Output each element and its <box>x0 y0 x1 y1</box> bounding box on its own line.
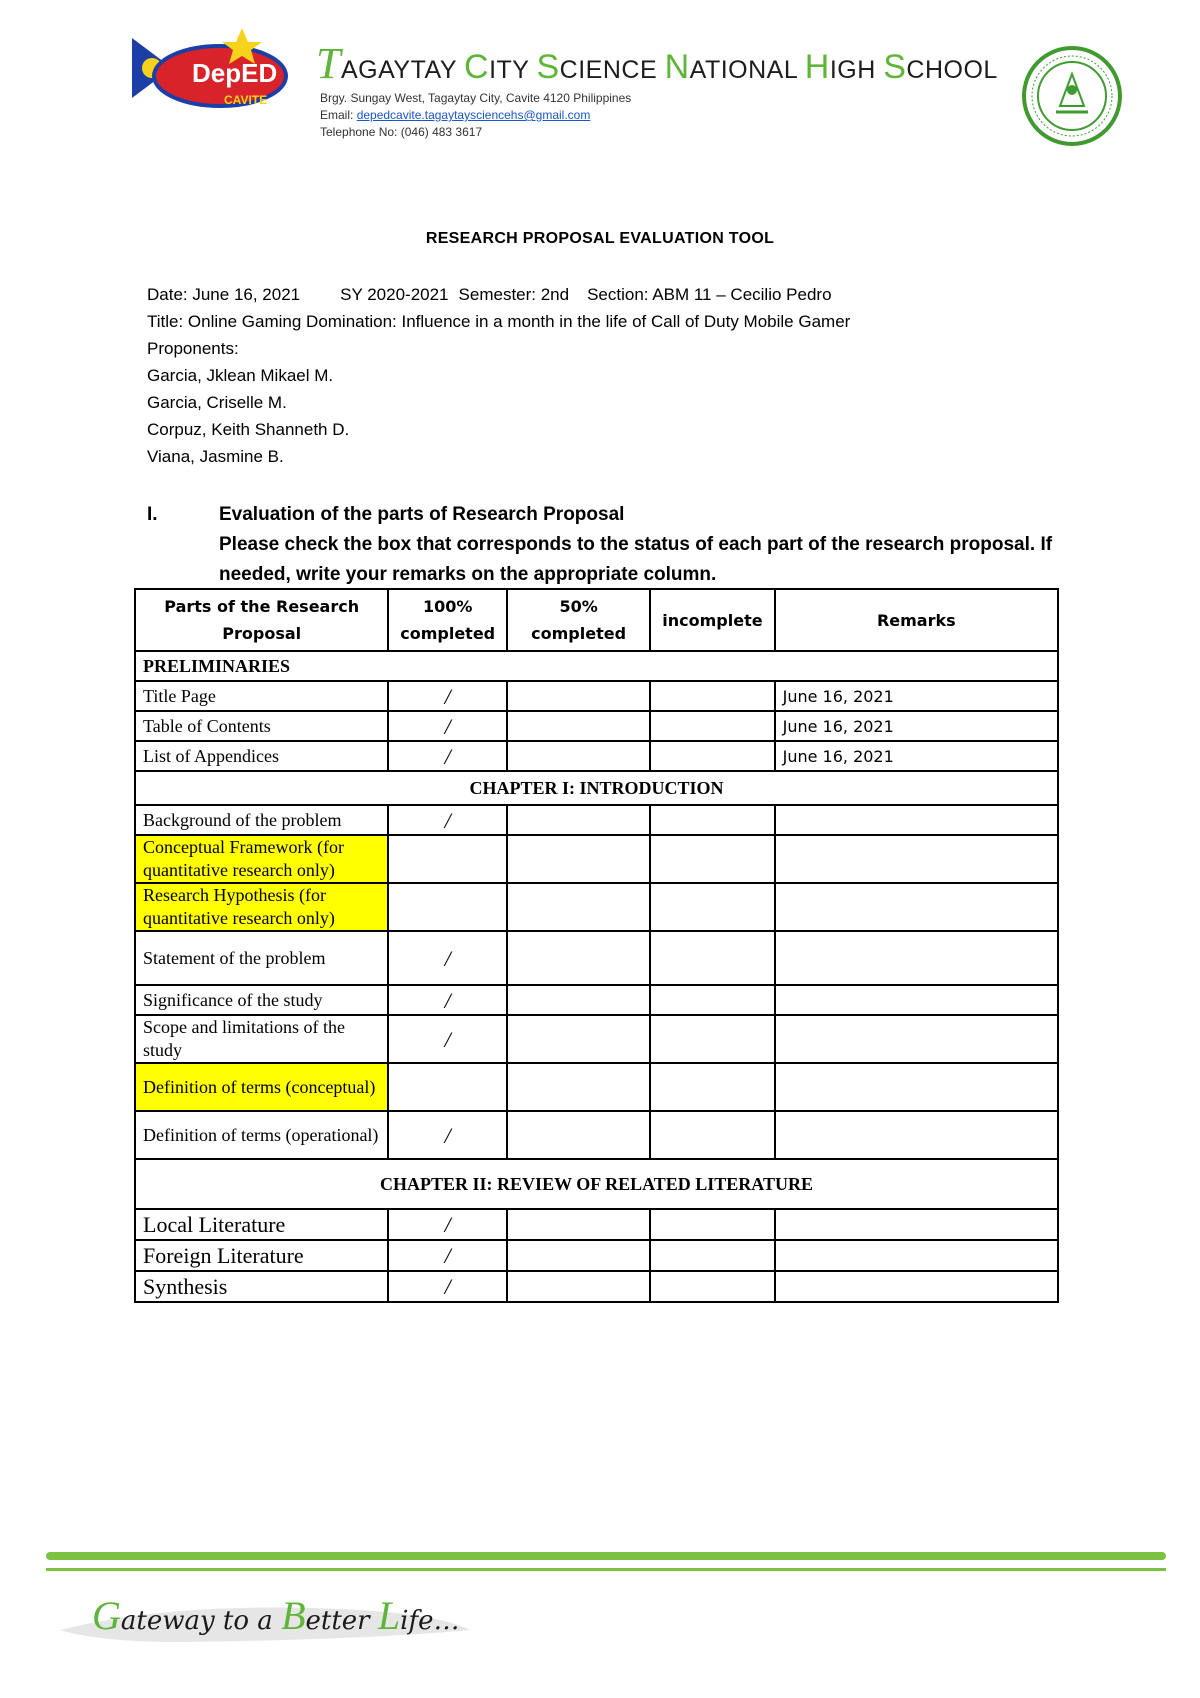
check-100[interactable]: / <box>388 1111 507 1159</box>
column-header-100: 100% completed <box>388 589 507 651</box>
check-incomplete[interactable] <box>650 741 774 771</box>
table-row: Table of Contents / June 16, 2021 <box>135 711 1058 741</box>
check-incomplete[interactable] <box>650 805 774 835</box>
table-header-row <box>135 589 1058 651</box>
school-seal <box>1022 46 1122 146</box>
check-50[interactable] <box>507 711 650 741</box>
proposal-meta <box>147 281 1107 470</box>
check-incomplete[interactable] <box>650 1209 774 1240</box>
check-50[interactable] <box>507 681 650 711</box>
check-incomplete[interactable] <box>650 1240 774 1271</box>
footer-tagline: Gateway to a Better Life… <box>92 1593 460 1638</box>
remarks-cell[interactable] <box>775 1015 1058 1063</box>
table-row: Synthesis / <box>135 1271 1058 1302</box>
column-header-50: 50% completed <box>507 589 650 651</box>
check-100[interactable] <box>388 883 507 931</box>
proponent: Garcia, Criselle M. <box>147 393 287 412</box>
table-row: Definition of terms (operational) / <box>135 1111 1058 1159</box>
check-100[interactable]: / <box>388 1271 507 1302</box>
check-50[interactable] <box>507 1063 650 1111</box>
school-info <box>316 39 1006 141</box>
check-incomplete[interactable] <box>650 681 774 711</box>
column-header-remarks: Remarks <box>775 589 1058 651</box>
section-instructions: Please check the box that corresponds to the status of each part of the research proposal. If needed, write your remarks on the appropriate column. <box>219 534 1053 585</box>
school-name: TAGAYTAY CITY SCIENCE NATIONAL HIGH SCHOOL <box>316 39 998 88</box>
table-row: Conceptual Framework (for quantitative research only) <box>135 835 1058 883</box>
svg-text:DepED: DepED <box>192 58 278 88</box>
remarks-cell[interactable] <box>775 1063 1058 1111</box>
table-row: Local Literature / <box>135 1209 1058 1240</box>
document-title: RESEARCH PROPOSAL EVALUATION TOOL <box>425 230 775 247</box>
table-row: Foreign Literature / <box>135 1240 1058 1271</box>
remarks-cell[interactable] <box>775 1240 1058 1271</box>
table-row: Background of the problem / <box>135 805 1058 835</box>
check-incomplete[interactable] <box>650 985 774 1015</box>
remarks-cell[interactable]: June 16, 2021 <box>775 711 1058 741</box>
check-incomplete[interactable] <box>650 835 774 883</box>
check-incomplete[interactable] <box>650 1271 774 1302</box>
remarks-cell[interactable] <box>775 1271 1058 1302</box>
remarks-cell[interactable]: June 16, 2021 <box>775 681 1058 711</box>
school-telephone: Telephone No: (046) 483 3617 <box>320 125 483 139</box>
check-50[interactable] <box>507 985 650 1015</box>
check-50[interactable] <box>507 835 650 883</box>
proponent: Garcia, Jklean Mikael M. <box>147 366 334 385</box>
table-row: Title Page / June 16, 2021 <box>135 681 1058 711</box>
date-line: Date: June 16, 2021 SY 2020-2021 Semester: 2nd Section: ABM 11 – Cecilio Pedro <box>147 285 832 304</box>
table-row: Scope and limitations of the study / <box>135 1015 1058 1063</box>
check-incomplete[interactable] <box>650 883 774 931</box>
check-100[interactable]: / <box>388 985 507 1015</box>
section-row-chapter-2: CHAPTER II: REVIEW OF RELATED LITERATURE <box>135 1159 1058 1209</box>
table-row: List of Appendices / June 16, 2021 <box>135 741 1058 771</box>
school-email: Email: depedcavite.tagaytaysciencehs@gmail.com <box>320 108 591 122</box>
check-incomplete[interactable] <box>650 711 774 741</box>
check-50[interactable] <box>507 883 650 931</box>
evaluation-table <box>134 588 1059 1303</box>
school-address: Brgy. Sungay West, Tagaytay City, Cavite 4120 Philippines <box>320 91 632 105</box>
check-50[interactable] <box>507 1240 650 1271</box>
section-heading: Evaluation of the parts of Research Proposal <box>219 504 625 525</box>
check-100[interactable]: / <box>388 711 507 741</box>
table-row: Statement of the problem / <box>135 931 1058 985</box>
check-100[interactable] <box>388 1063 507 1111</box>
table-row: Research Hypothesis (for quantitative research only) <box>135 883 1058 931</box>
remarks-cell[interactable] <box>775 931 1058 985</box>
check-50[interactable] <box>507 1111 650 1159</box>
remarks-cell[interactable] <box>775 985 1058 1015</box>
remarks-cell[interactable] <box>775 805 1058 835</box>
proponent: Viana, Jasmine B. <box>147 447 284 466</box>
deped-cavite-logo <box>112 18 292 128</box>
section-row-preliminaries: PRELIMINARIES <box>135 651 1058 681</box>
remarks-cell[interactable] <box>775 883 1058 931</box>
check-50[interactable] <box>507 1015 650 1063</box>
research-title: Title: Online Gaming Domination: Influence in a month in the life of Call of Duty Mobile Gamer <box>147 312 851 331</box>
section-number: I. <box>147 504 158 525</box>
proponents-label: Proponents: <box>147 339 239 358</box>
check-100[interactable]: / <box>388 1209 507 1240</box>
check-incomplete[interactable] <box>650 1015 774 1063</box>
remarks-cell[interactable] <box>775 1209 1058 1240</box>
table-row: Definition of terms (conceptual) <box>135 1063 1058 1111</box>
section-row-chapter-1: CHAPTER I: INTRODUCTION <box>135 771 1058 805</box>
check-50[interactable] <box>507 741 650 771</box>
remarks-cell[interactable] <box>775 1111 1058 1159</box>
check-incomplete[interactable] <box>650 1111 774 1159</box>
check-100[interactable]: / <box>388 931 507 985</box>
svg-text:CAVITE: CAVITE <box>224 93 268 107</box>
check-100[interactable] <box>388 835 507 883</box>
proponent: Corpuz, Keith Shanneth D. <box>147 420 350 439</box>
remarks-cell[interactable] <box>775 835 1058 883</box>
table-row: Significance of the study / <box>135 985 1058 1015</box>
letterhead <box>0 0 1200 170</box>
email-link[interactable]: depedcavite.tagaytaysciencehs@gmail.com <box>356 108 591 122</box>
remarks-cell[interactable]: June 16, 2021 <box>775 741 1058 771</box>
check-100[interactable]: / <box>388 805 507 835</box>
check-50[interactable] <box>507 1271 650 1302</box>
footer-divider <box>46 1552 1166 1560</box>
footer-divider-thin <box>46 1568 1166 1571</box>
check-50[interactable] <box>507 805 650 835</box>
check-50[interactable] <box>507 1209 650 1240</box>
column-header-part: Parts of the Research Proposal <box>135 589 388 651</box>
check-100[interactable]: / <box>388 741 507 771</box>
check-incomplete[interactable] <box>650 1063 774 1111</box>
check-100[interactable]: / <box>388 1015 507 1063</box>
check-incomplete[interactable] <box>650 931 774 985</box>
check-50[interactable] <box>507 931 650 985</box>
check-100[interactable]: / <box>388 1240 507 1271</box>
check-100[interactable]: / <box>388 681 507 711</box>
column-header-incomplete: incomplete <box>650 589 774 651</box>
